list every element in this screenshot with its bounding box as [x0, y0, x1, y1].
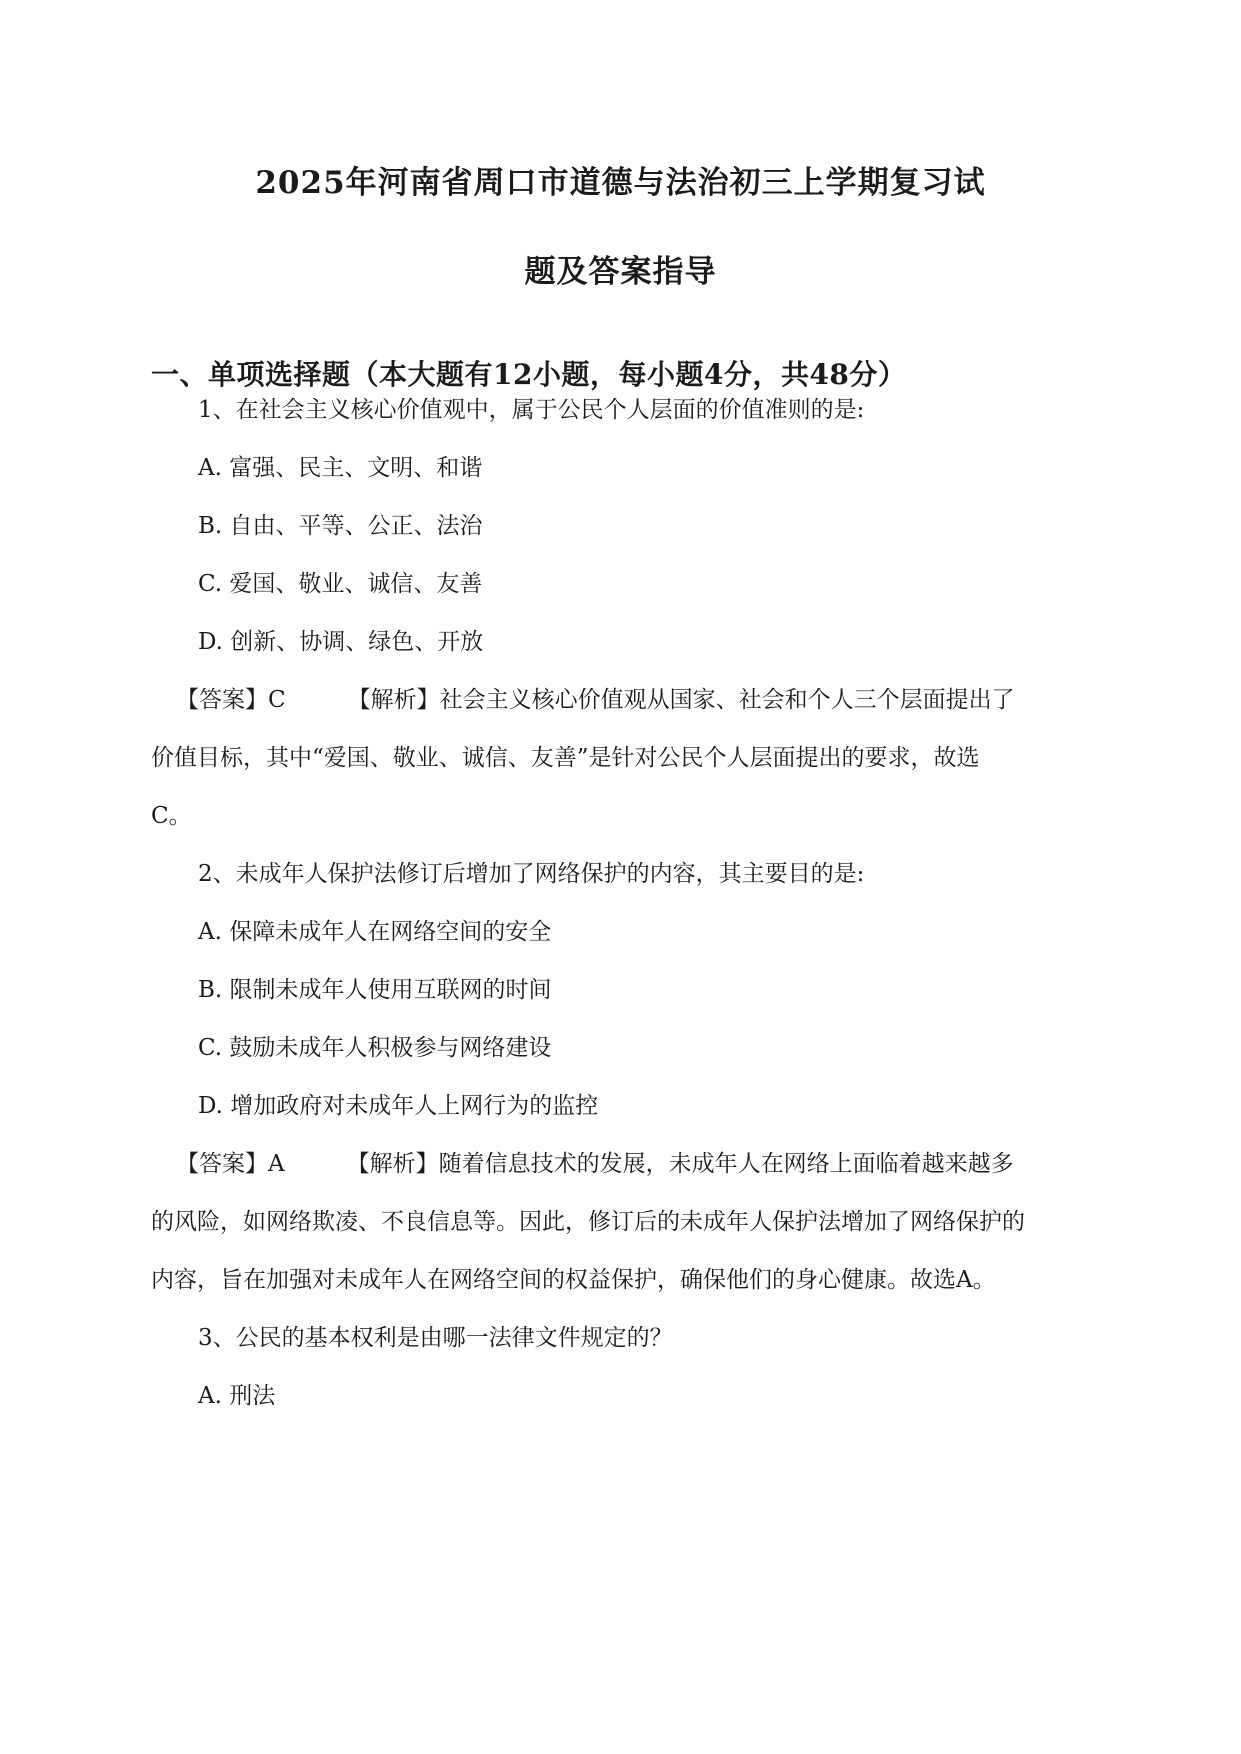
document-title-line2: 题及答案指导	[524, 254, 717, 290]
question-1-analysis-line-3: C。	[151, 803, 192, 829]
question-2-option-d: D. 增加政府对未成年人上网行为的监控	[198, 1093, 599, 1119]
question-2-answer-line	[176, 1149, 1116, 1179]
question-1-analysis-line-2: 价值目标，其中“爱国、敬业、诚信、友善”是针对公民个人层面提出的要求，故选	[151, 745, 980, 771]
question-1-option-a: A. 富强、民主、文明、和谐	[198, 455, 483, 481]
question-2-analysis-label: 【解析】	[346, 1151, 439, 1177]
question-2-option-b: B. 限制未成年人使用互联网的时间	[198, 977, 552, 1003]
question-1-option-b: B. 自由、平等、公正、法治	[198, 513, 483, 539]
question-3-stem: 3、公民的基本权利是由哪一法律文件规定的？	[198, 1325, 673, 1351]
question-2-stem: 2、未成年人保护法修订后增加了网络保护的内容，其主要目的是:	[198, 861, 865, 887]
section-heading: 一、单项选择题（本大题有12小题，每小题4分，共48分）	[151, 358, 907, 391]
question-2-option-c: C. 鼓励未成年人积极参与网络建设	[198, 1035, 552, 1061]
question-2-analysis-line-2: 的风险，如网络欺凌、不良信息等。因此，修订后的未成年人保护法增加了网络保护的	[151, 1209, 1025, 1235]
document-title-line1: 2025年河南省周口市道德与法治初三上学期复习试	[255, 165, 986, 201]
question-2-answer: 【答案】A	[176, 1151, 285, 1177]
question-1-stem: 1、在社会主义核心价值观中，属于公民个人层面的价值准则的是:	[198, 397, 865, 423]
question-1-analysis-text: 社会主义核心价值观从国家、社会和个人三个层面提出了	[439, 687, 1015, 713]
question-2-analysis-text: 随着信息技术的发展，未成年人在网络上面临着越来越多	[438, 1151, 1014, 1177]
question-1-answer-line	[176, 685, 1116, 715]
question-3-option-a: A. 刑法	[198, 1383, 276, 1409]
question-1-answer: 【答案】C	[176, 687, 286, 713]
question-2-option-a: A. 保障未成年人在网络空间的安全	[198, 919, 552, 945]
question-1-option-d: D. 创新、协调、绿色、开放	[198, 629, 484, 655]
question-1-option-c: C. 爱国、敬业、诚信、友善	[198, 571, 483, 597]
question-1-analysis-label: 【解析】	[347, 687, 440, 713]
question-2-analysis-line-3: 内容，旨在加强对未成年人在网络空间的权益保护，确保他们的身心健康。故选A。	[151, 1267, 996, 1293]
